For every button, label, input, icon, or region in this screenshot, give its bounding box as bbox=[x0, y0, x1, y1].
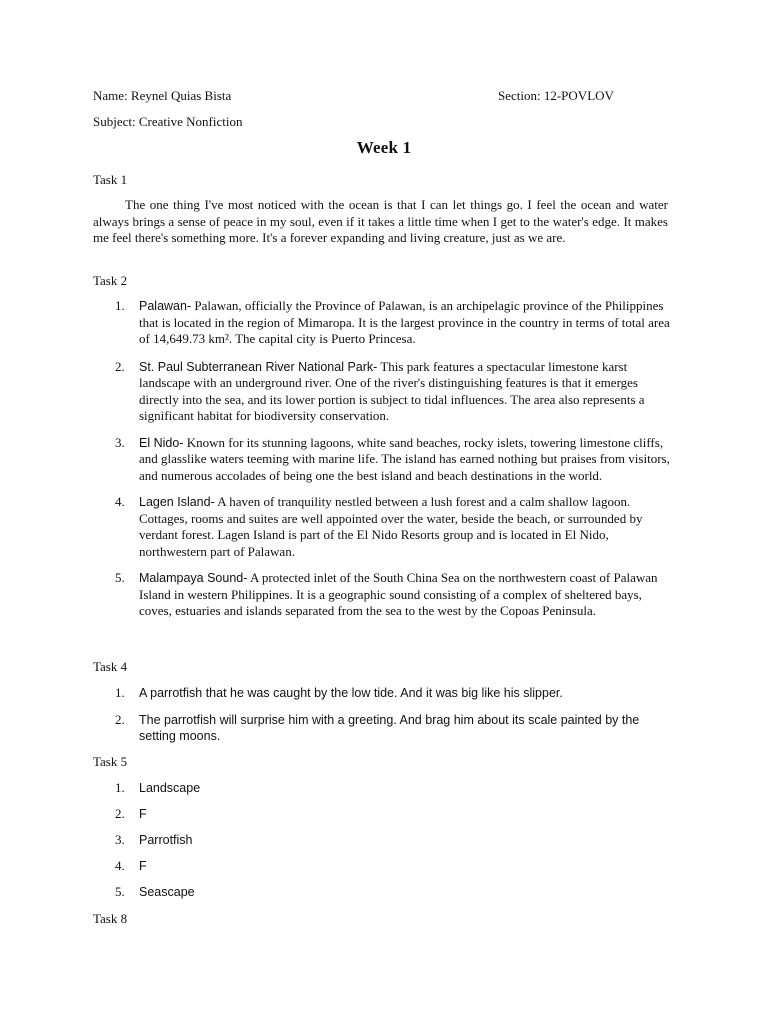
item-term: Palawan- bbox=[139, 299, 192, 313]
item-text: Known for its stunning lagoons, white sand beaches, rocky islets, towering limestone cliffs, and glasslike waters teeming with marine life. The island has earned nothing but praises from visitors, and numerous accolades of being one the best island and beach destinations in the world. bbox=[139, 434, 670, 483]
list-item bbox=[93, 858, 673, 875]
list-item bbox=[93, 359, 673, 425]
task2-list bbox=[93, 298, 673, 630]
task5-label: Task 5 bbox=[93, 754, 128, 769]
list-item bbox=[93, 832, 673, 849]
list-item bbox=[93, 494, 673, 560]
item-number: 1. bbox=[115, 780, 125, 795]
item-text: Parrotfish bbox=[139, 833, 193, 847]
item-number: 2. bbox=[115, 358, 125, 374]
section-line: Section: 12-POVLOV bbox=[498, 88, 614, 103]
item-number: 1. bbox=[115, 298, 125, 313]
task4-label: Task 4 bbox=[93, 659, 128, 674]
list-item bbox=[93, 712, 673, 745]
item-number: 3. bbox=[115, 832, 125, 847]
item-number: 5. bbox=[115, 884, 125, 899]
item-number: 4. bbox=[115, 494, 125, 509]
list-item bbox=[93, 806, 673, 823]
item-term: Lagen Island- bbox=[139, 495, 215, 509]
item-number: 2. bbox=[115, 711, 125, 727]
item-term: El Nido- bbox=[139, 435, 184, 450]
item-text: The parrotfish will surprise him with a greeting. And brag him about its scale painted by the setting moons. bbox=[139, 712, 640, 743]
item-number: 4. bbox=[115, 858, 125, 873]
item-text: Seascape bbox=[139, 885, 195, 899]
page-title: Week 1 bbox=[356, 138, 412, 157]
item-text: Palawan, officially the Province of Palawan, is an archipelagic province of the Philippines that is located in the region of Mimaropa. It is the largest province in the country in terms of total area of 14,649.73 km². The capital city is Puerto Princesa. bbox=[139, 298, 670, 346]
item-text: A haven of tranquility nestled between a lush forest and a calm shallow lagoon. Cottages, rooms and suites are well appointed over the water, beside the beach, or surrounded by verdant forest. Lagen Island is part of the El Nido Resorts group and is located in El Nido, northwestern part of Palawan. bbox=[139, 494, 643, 559]
task1-label: Task 1 bbox=[93, 172, 128, 187]
item-text: A parrotfish that he was caught by the low tide. And it was big like his slipper. bbox=[139, 686, 563, 700]
list-item bbox=[93, 884, 673, 901]
item-number: 2. bbox=[115, 806, 125, 821]
task2-label: Task 2 bbox=[93, 273, 128, 288]
item-term: St. Paul Subterranean River National Park- bbox=[139, 359, 378, 374]
item-number: 1. bbox=[115, 685, 125, 700]
task1-paragraph: The one thing I've most noticed with the ocean is that I can let things go. I feel the ocean and water always brings a sense of peace in my soul, even if it takes a little time when I get to the water's edge. It makes me feel there's something more. It's a forever expanding and living creature, just as we are. bbox=[93, 197, 668, 245]
item-text: F bbox=[139, 859, 147, 873]
subject-line: Subject: Creative Nonfiction bbox=[93, 114, 243, 129]
list-item bbox=[93, 685, 673, 702]
list-item bbox=[93, 780, 673, 797]
task8-label: Task 8 bbox=[93, 911, 128, 926]
task5-list bbox=[93, 780, 673, 910]
item-text: This park features a spectacular limestone karst landscape with an underground river. One of the river's distinguishing features is that it emerges directly into the sea, and its lower portion is subject to tidal influences. The area also represents a significant habitat for biodiversity conservation. bbox=[139, 358, 645, 423]
list-item bbox=[93, 570, 673, 620]
name-line: Name: Reynel Quias Bista bbox=[93, 88, 232, 103]
list-item bbox=[93, 298, 673, 348]
task4-list bbox=[93, 685, 673, 755]
item-number: 5. bbox=[115, 570, 125, 585]
item-text: A protected inlet of the South China Sea on the northwestern coast of Palawan Island in western Philippines. It is a geographic sound consisting of a complex of sheltered bays, coves, estuaries and islands separated from the sea to the west by the Copoas Peninsula. bbox=[139, 570, 658, 618]
list-item bbox=[93, 435, 673, 485]
item-number: 3. bbox=[115, 434, 125, 450]
item-text: Landscape bbox=[139, 781, 201, 795]
item-term: Malampaya Sound- bbox=[139, 571, 248, 585]
item-text: F bbox=[139, 807, 147, 821]
